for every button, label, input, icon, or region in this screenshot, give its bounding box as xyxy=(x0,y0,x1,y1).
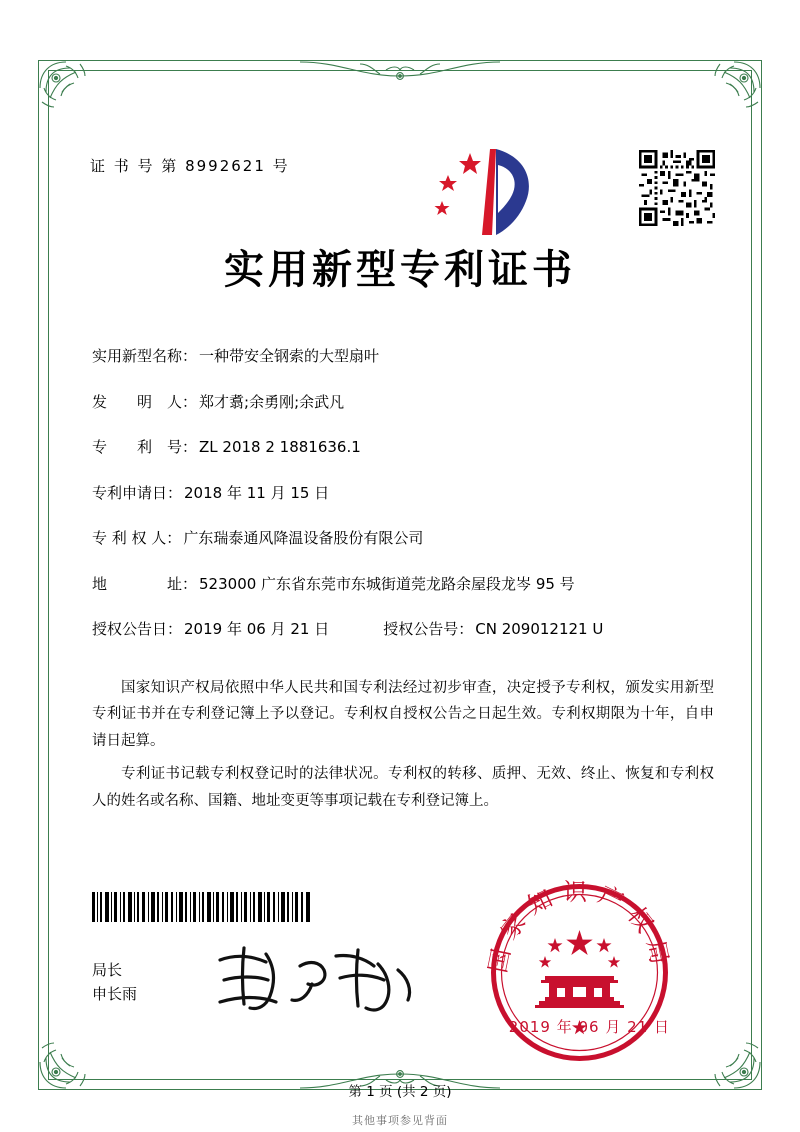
field-value: 523000 广东省东莞市东城街道莞龙路余屋段龙岑 95 号 xyxy=(199,574,575,593)
legal-paragraph: 国家知识产权局依照中华人民共和国专利法经过初步审查，决定授予专利权，颁发实用新型专利证书并在专利登记簿上予以登记。专利权自授权公告之日起生效。专利权期限为十年，自申请日起算。 xyxy=(92,679,714,750)
certificate-content xyxy=(80,120,720,1127)
field-row xyxy=(92,527,720,550)
barcode xyxy=(92,892,310,922)
footer-note: 其他事项参见背面 xyxy=(352,1114,448,1127)
field-list xyxy=(80,345,720,641)
field-value: 广东瑞泰通风降温设备股份有限公司 xyxy=(183,529,424,547)
qr-code xyxy=(639,150,715,226)
field-row xyxy=(92,482,720,505)
legal-text xyxy=(80,675,720,815)
field-value: 2018 年 11 月 15 日 xyxy=(184,483,330,502)
field-row-grant xyxy=(92,618,720,641)
grant-number-value: CN 209012121 U xyxy=(475,620,604,638)
field-label: 专利申请日： xyxy=(92,483,183,502)
field-row xyxy=(92,345,720,368)
field-label: 实用新型名称： xyxy=(92,347,198,365)
legal-paragraph: 专利证书记载专利权登记时的法律状况。专利权的转移、质押、无效、终止、恢复和专利权人的姓名或名称、国籍、地址变更等事项记载在专利登记簿上。 xyxy=(92,765,714,809)
director-name: 申长雨 xyxy=(92,985,138,1003)
field-label: 专 利 权 人： xyxy=(92,529,182,547)
field-value: 一种带安全钢索的大型扇叶 xyxy=(199,347,380,365)
field-value: ZL 2018 2 1881636.1 xyxy=(199,438,361,456)
grant-number-label: 授权公告号： xyxy=(383,620,474,638)
official-seal xyxy=(487,880,672,1065)
field-label: 专 利 号： xyxy=(92,438,198,456)
seal-date: 2019 年 06 月 21 日 xyxy=(508,1018,670,1036)
grant-date-value: 2019 年 06 月 21 日 xyxy=(184,620,330,638)
page-title: 实用新型专利证书 xyxy=(224,247,576,293)
grant-date-label: 授权公告日： xyxy=(92,620,183,638)
page-indicator: 第 1 页 (共 2 页) xyxy=(348,1084,452,1100)
field-row xyxy=(92,436,720,459)
certificate-number: 证 书 号 第 8992621 号 xyxy=(90,157,290,175)
field-row xyxy=(92,391,720,414)
field-label: 发 明 人： xyxy=(92,392,198,411)
field-value: 郑才翥;余勇刚;余武凡 xyxy=(199,392,345,411)
cnipa-logo-icon xyxy=(430,145,540,240)
svg-text:国家知识产权局: 国家知识产权局 xyxy=(487,880,672,976)
field-label: 地 址： xyxy=(92,574,198,593)
field-row xyxy=(92,573,720,596)
director-role-label: 局长 xyxy=(92,961,123,979)
director-signature-block xyxy=(92,958,137,1006)
handwritten-signature-icon xyxy=(208,940,428,1020)
